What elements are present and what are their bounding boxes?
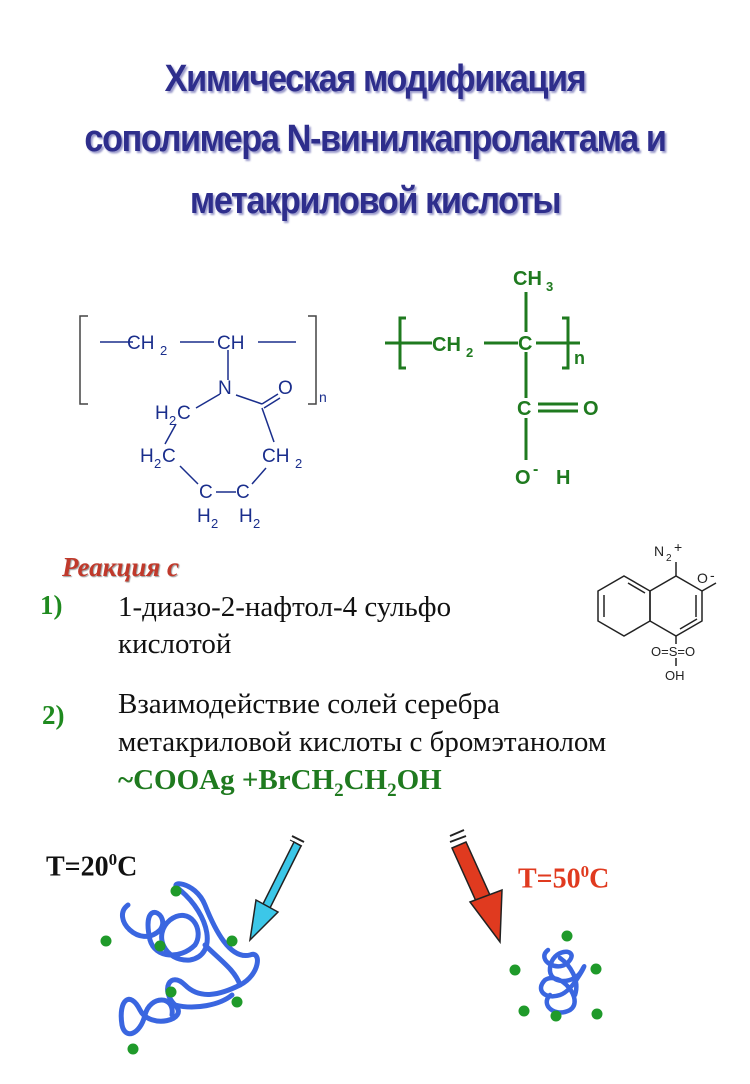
s2-o-double: O <box>583 398 599 420</box>
s1-h2c-a-sub: 2 <box>169 413 177 428</box>
s2-o-minus-charge: - <box>533 461 539 478</box>
s2-o-minus: O <box>515 467 531 489</box>
s1-ch2: CH <box>127 333 155 354</box>
naphthol-o-charge: - <box>710 567 715 583</box>
s1-ch2-sub: 2 <box>160 343 168 358</box>
s1-h2-right-sub: 2 <box>253 516 261 531</box>
s1-ch: CH <box>217 333 245 354</box>
s2-n-sub: n <box>574 348 585 368</box>
s1-h2c-b-h: H <box>140 446 154 467</box>
naphthol-n2-sub: 2 <box>666 553 672 564</box>
temp-high-value: T=50 <box>518 863 581 895</box>
s1-ch2-right: CH <box>262 446 290 467</box>
extended-coil-icon <box>101 884 258 1055</box>
item-2-line-2: метакриловой кислоты с бромэтанолом <box>118 726 607 758</box>
temp-low-value: T=20 <box>46 851 109 883</box>
title-line-2: сополимера N-винилкапролактама и <box>84 118 666 160</box>
naphthol-n2: N <box>654 543 665 559</box>
red-arrow-icon <box>450 830 502 942</box>
reaction-heading: Реакция с <box>62 552 180 582</box>
naphthol-n2-charge: + <box>674 539 683 555</box>
item-2-number: 2) <box>42 700 65 730</box>
naphthol-oh: OH <box>665 668 685 683</box>
s2-ch3: CH <box>513 268 542 290</box>
temp-low-unit: C <box>117 851 138 883</box>
formula-part-c: OH <box>396 764 442 796</box>
s1-ch2-right-sub: 2 <box>295 456 303 471</box>
s2-ch2: CH <box>432 334 461 356</box>
item-2-line-1: Взаимодействие солей серебра <box>118 688 500 720</box>
naphthol-sulfo: O=S=O <box>651 644 696 659</box>
s1-h2c-a-c: C <box>177 403 191 424</box>
collapsed-globule-icon <box>510 931 603 1022</box>
temp-high-degree: 0 <box>580 862 590 881</box>
item-1-line-1: 1-диазо-2-нафтол-4 сульфо <box>118 591 452 623</box>
s1-n-atom: N <box>218 378 232 399</box>
title-line-3: метакриловой кислоты <box>189 180 561 222</box>
s2-c1: C <box>518 333 533 355</box>
formula-part-b: CH <box>343 764 388 796</box>
cyan-arrow-icon <box>250 836 304 940</box>
naphthol-o: O <box>697 570 708 586</box>
s1-c-right: C <box>236 482 250 503</box>
s1-h2c-a-h: H <box>155 403 169 424</box>
s2-ch2-sub: 2 <box>466 345 474 360</box>
s1-o-atom: O <box>278 378 293 399</box>
s1-h2-left: H <box>197 506 211 527</box>
s2-h: H <box>556 467 571 489</box>
s1-h2-right: H <box>239 506 253 527</box>
s2-c2: C <box>517 398 532 420</box>
temp-low-degree: 0 <box>108 850 118 869</box>
s1-c-left: C <box>199 482 213 503</box>
s1-h2-left-sub: 2 <box>211 516 219 531</box>
title-line-1: Химическая модификация <box>164 58 586 100</box>
formula-sub-2: 2 <box>387 779 397 801</box>
s1-n-sub: n <box>319 389 327 405</box>
vinylcaprolactam-structure <box>80 316 327 531</box>
s1-h2c-b-c: C <box>162 446 176 467</box>
s1-h2c-b-sub: 2 <box>154 456 162 471</box>
formula-sub-1: 2 <box>334 779 344 801</box>
reaction-formula <box>118 764 442 802</box>
temp-high-unit: C <box>589 863 610 895</box>
s2-ch3-sub: 3 <box>546 279 554 294</box>
temp-low-label <box>46 850 137 883</box>
item-1-number: 1) <box>40 590 63 620</box>
temp-high-label <box>518 862 609 895</box>
methacrylic-structure <box>385 268 599 489</box>
item-1-line-2: кислотой <box>118 628 232 660</box>
formula-part-a: ~COOAg +BrCH <box>118 764 335 796</box>
naphthol-structure <box>598 539 716 683</box>
